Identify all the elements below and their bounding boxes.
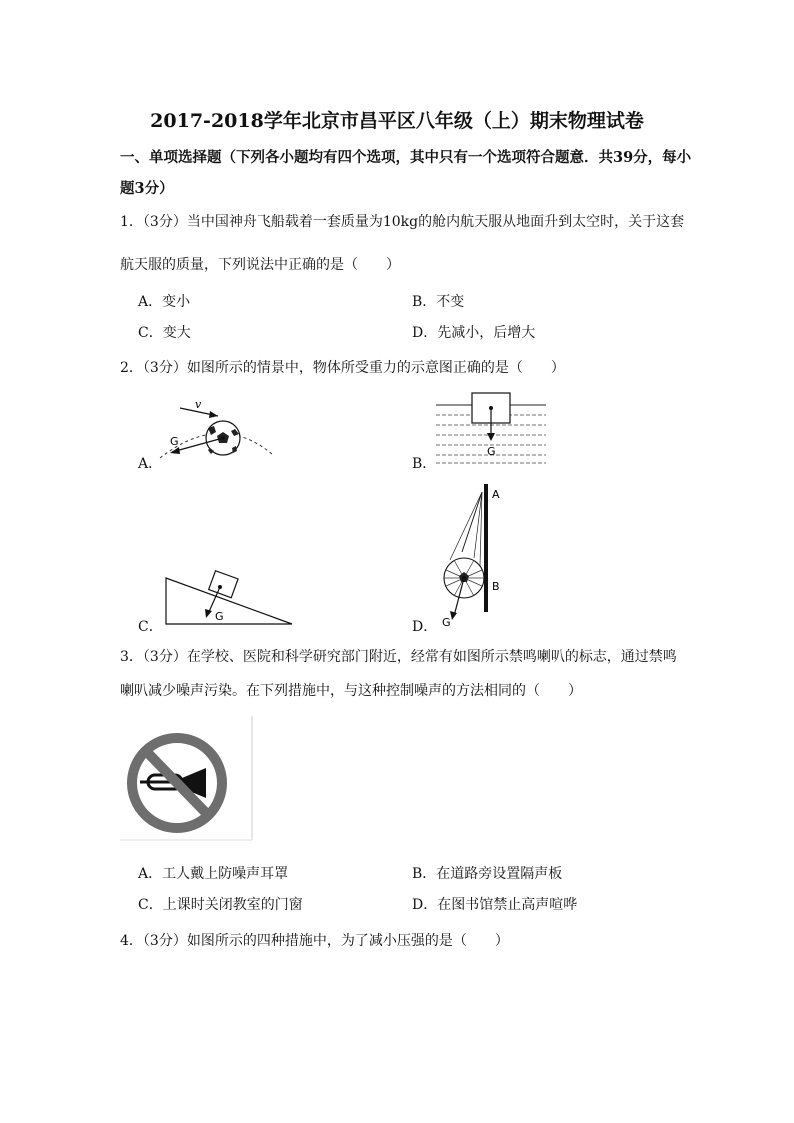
gravity-label-a: G	[170, 435, 179, 448]
point-b-label: B	[492, 580, 500, 593]
q3-option-c: C．上课时关闭教室的门窗	[138, 897, 303, 913]
q2-figure-d-label: D．	[412, 619, 438, 635]
q2-stem: 2．（3分）如图所示的情景中，物体所受重力的示意图正确的是（ ）	[120, 360, 565, 376]
gravity-label-c: G	[215, 610, 224, 623]
point-a-label: A	[492, 488, 500, 501]
q2-figure-a-diagram	[150, 396, 280, 466]
velocity-label: v	[195, 398, 202, 411]
q1-option-d: D．先减小，后增大	[412, 325, 536, 341]
q1-stem-line2: 航天服的质量，下列说法中正确的是（ ）	[120, 257, 400, 273]
q2-figure-d-diagram	[436, 480, 516, 630]
q3-option-a: A．工人戴上防噪声耳罩	[138, 866, 289, 882]
q1-stem-line1: 1．（3分）当中国神舟飞船载着一套质量为10kg的舱内航天服从地面升到太空时，关于这套	[120, 214, 685, 230]
q2-figure-c-label: C．	[138, 619, 163, 635]
q1-option-b: B．不变	[412, 294, 465, 310]
q1-option-a: A．变小	[138, 294, 191, 310]
q2-figure-c-diagram	[160, 568, 300, 630]
q2-figure-b-label: B．	[412, 456, 437, 472]
q3-stem-line2: 喇叭减少噪声污染。在下列措施中，与这种控制噪声的方法相同的（ ）	[120, 683, 582, 699]
q2-figure-a-label: A．	[138, 456, 163, 472]
q2-figure-b-diagram	[436, 393, 551, 468]
q4-stem: 4．（3分）如图所示的四种措施中，为了减小压强的是（ ）	[120, 933, 509, 949]
no-horn-sign-image	[120, 716, 254, 842]
q3-stem-line1: 3．（3分）在学校、医院和科学研究部门附近，经常有如图所示禁鸣喇叭的标志，通过禁鸣	[120, 649, 677, 665]
q3-option-d: D．在图书馆禁止高声喧哗	[412, 897, 578, 913]
gravity-label-d: G	[442, 616, 451, 629]
page-title: 2017-2018学年北京市昌平区八年级（上）期末物理试卷	[150, 110, 644, 132]
q1-option-c: C．变大	[138, 325, 191, 341]
gravity-label-b: G	[487, 445, 496, 458]
q3-option-b: B．在道路旁设置隔声板	[412, 866, 563, 882]
section-heading-line1: 一、单项选择题（下列各小题均有四个选项，其中只有一个选项符合题意．共39分，每小	[120, 149, 692, 166]
section-heading-line2: 题3分）	[120, 180, 174, 197]
